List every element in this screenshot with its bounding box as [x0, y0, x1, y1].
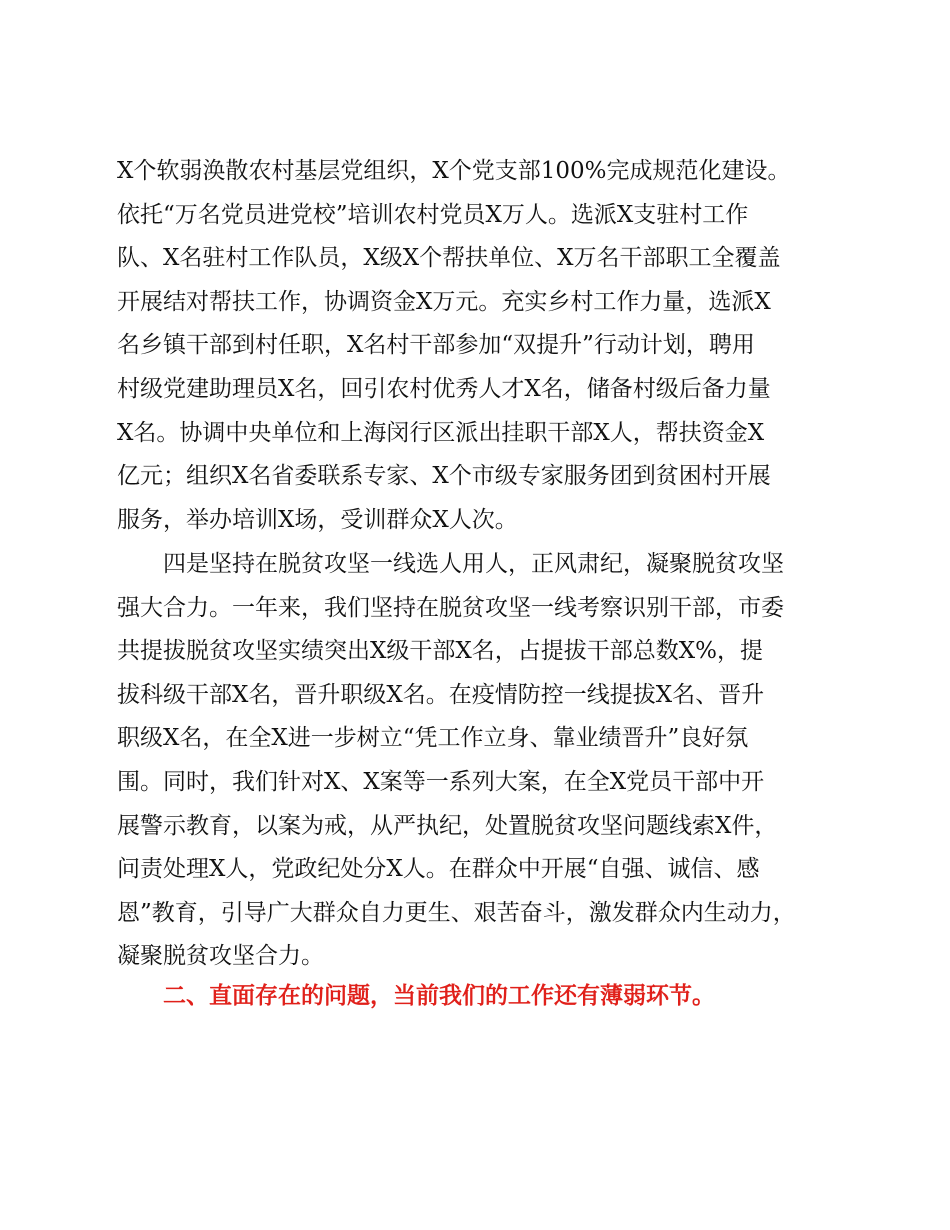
paragraph-line: 问责处理X人，党政纪处分X人。在群众中开展“自强、诚信、感 [117, 856, 760, 883]
paragraph-line: 队、X名驻村工作队员，X级X个帮扶单位、X万名干部职工全覆盖 [117, 245, 781, 272]
paragraph-line: 服务，举办培训X场，受训群众X人次。 [117, 506, 518, 533]
paragraph-line: 亿元；组织X名省委联系专家、X个市级专家服务团到贫困村开展 [117, 463, 771, 490]
paragraph-line: 名乡镇干部到村任职，X名村干部参加“双提升”行动计划，聘用 [117, 332, 755, 359]
paragraph-line: 围。同时，我们针对X、X案等一系列大案，在全X党员干部中开 [117, 768, 765, 795]
paragraph-line: 开展结对帮扶工作，协调资金X万元。充实乡村工作力量，选派X [117, 288, 771, 315]
body-paragraph-1 [117, 150, 843, 542]
paragraph-line: 强大合力。一年来，我们坚持在脱贫攻坚一线考察识别干部，市委 [117, 594, 784, 621]
paragraph-line: 恩”教育，引导广大群众自力更生、艰苦奋斗，激发群众内生动力， [117, 899, 796, 926]
paragraph-line: X名。协调中央单位和上海闵行区派出挂职干部X人，帮扶资金X [117, 419, 765, 446]
section-heading: 二、直面存在的问题，当前我们的工作还有薄弱环节。 [163, 983, 715, 1009]
paragraph-line: 共提拔脱贫攻坚实绩突出X级干部X名，占提拔干部总数X%，提 [117, 638, 763, 665]
paragraph-line: 展警示教育，以案为戒，从严执纪，处置脱贫攻坚问题线索X件， [117, 812, 778, 839]
paragraph-line: X个软弱涣散农村基层党组织，X个党支部100%完成规范化建设。 [117, 158, 791, 184]
paragraph-line: 四是坚持在脱贫攻坚一线选人用人，正风肃纪，凝聚脱贫攻坚 [163, 551, 784, 577]
paragraph-line: 职级X名，在全X进一步树立“凭工作立身、靠业绩晋升”良好氛 [117, 725, 749, 752]
paragraph-line: 凝聚脱贫攻坚合力。 [117, 943, 324, 970]
paragraph-line: 拔科级干部X名，晋升职级X名。在疫情防控一线提拔X名、晋升 [117, 681, 765, 708]
paragraph-line: 村级党建助理员X名，回引农村优秀人才X名，储备村级后备力量 [117, 375, 771, 402]
paragraph-line: 依托“万名党员进党校”培训农村党员X万人。选派X支驻村工作 [117, 201, 749, 228]
body-paragraph-2 [117, 543, 843, 979]
